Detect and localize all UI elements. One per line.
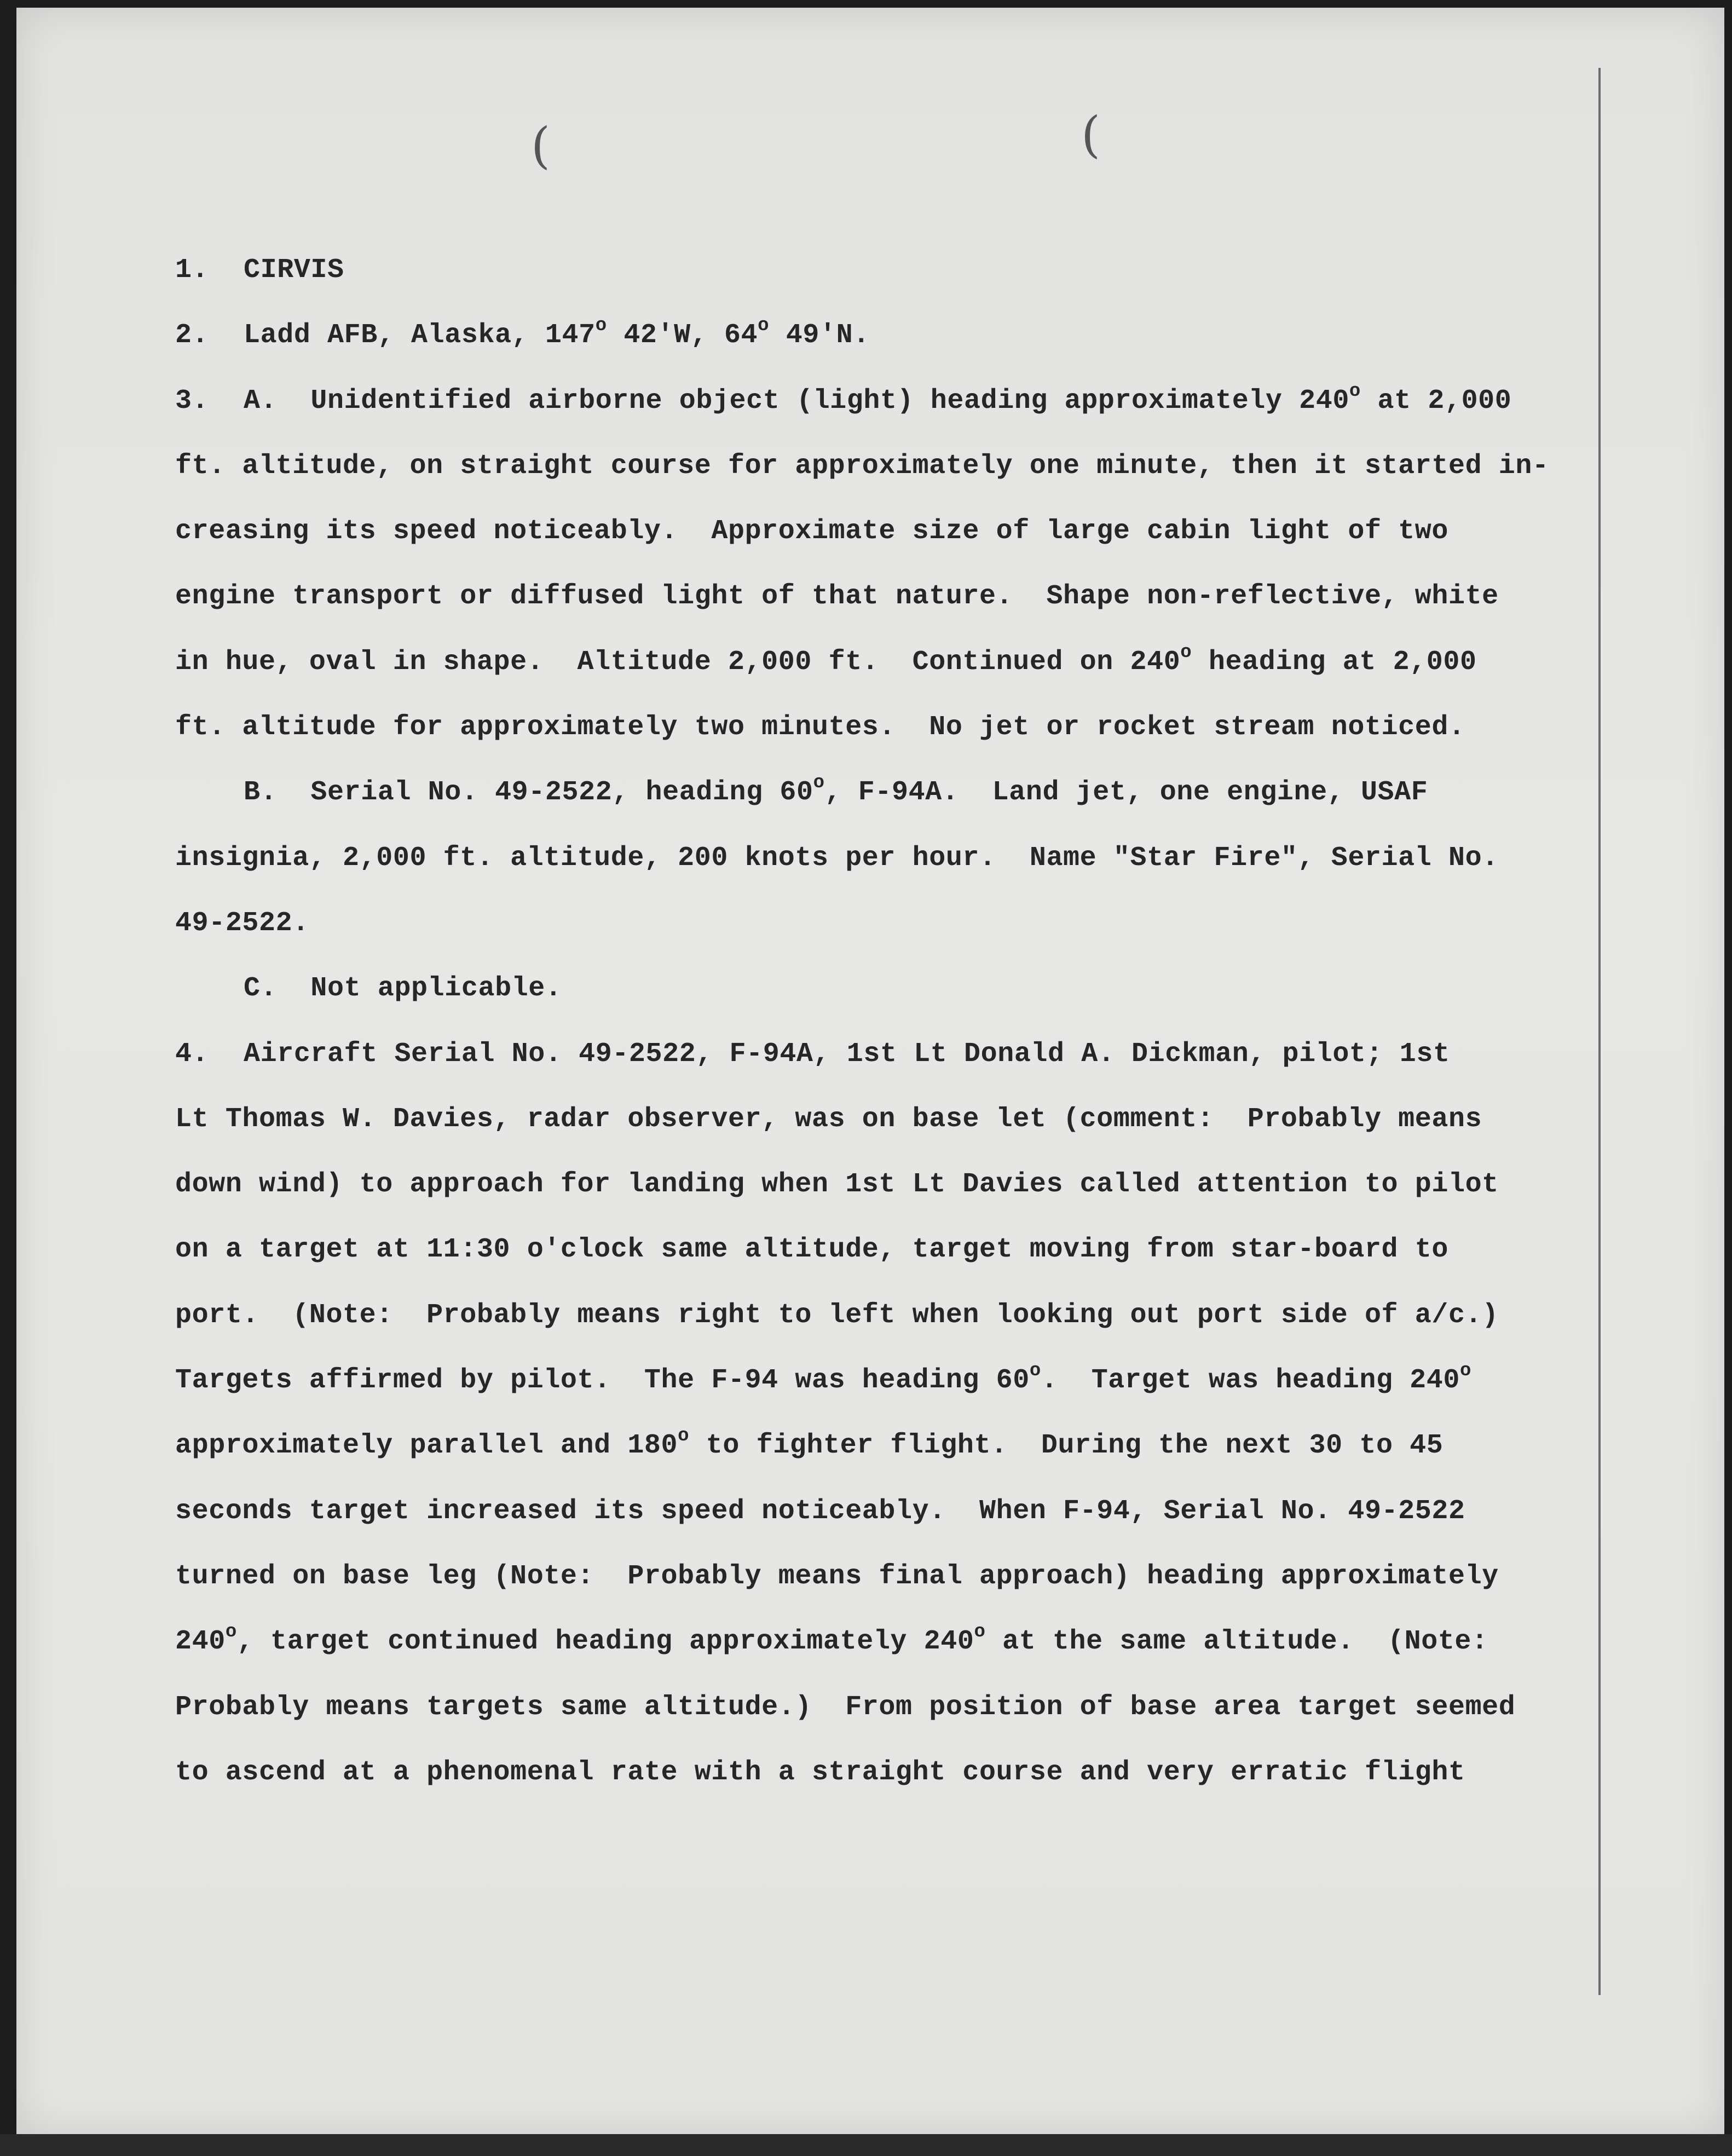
line-text: Probably means targets same altitude.) From position of base area target seemed [175,1691,1516,1723]
text-line [175,368,1577,434]
left-paren-mark: ( [531,117,551,175]
text-line [175,1479,1577,1544]
text-line [175,1152,1577,1217]
line-text: in hue, oval in shape. Altitude 2,000 ft. Continued on 240$^o$ heading at 2,000 [175,642,1477,678]
line-text: A. Unidentified airborne object (light) heading approximately 240$^o$ at 2,000 [244,381,1512,417]
line-text: seconds target increased its speed noticeably. When F-94, Serial No. 49-2522 [175,1495,1465,1527]
item-number: 2. [175,320,209,351]
line-text: on a target at 11:30 o'clock same altitude, target moving from star-board to [175,1234,1448,1266]
line-text: turned on base leg (Note: Probably means final approach) heading approximately [175,1560,1499,1592]
line-text: B. Serial No. 49-2522, heading 60$^o$, F-94A. Land jet, one engine, USAF [244,773,1428,809]
line-text: C. Not applicable. [244,973,562,1005]
text-line [175,434,1577,499]
text-line [175,760,1577,825]
line-text: insignia, 2,000 ft. altitude, 200 knots per hour. Name "Star Fire", Serial No. [175,842,1499,874]
right-paren-mark: ( [1081,106,1101,164]
line-text: engine transport or diffused light of that nature. Shape non-reflective, white [175,581,1499,613]
line-text: CIRVIS [244,255,344,286]
text-line [175,1022,1577,1087]
line-text: ft. altitude, on straight course for approximately one minute, then it started in- [175,450,1549,482]
text-line [175,1217,1577,1282]
text-line [175,1544,1577,1609]
text-line [175,1740,1577,1805]
text-line [175,1413,1577,1478]
text-line [175,956,1577,1021]
text-line [175,303,1577,368]
line-text: ft. altitude for approximately two minutes. No jet or rocket stream noticed. [175,712,1465,743]
text-line [175,630,1577,695]
line-text: down wind) to approach for landing when 1st Lt Davies called attention to pilot [175,1169,1499,1201]
text-line [175,695,1577,760]
line-text: Lt Thomas W. Davies, radar observer, was on base let (comment: Probably means [175,1103,1482,1135]
text-line [175,1087,1577,1152]
line-text: Ladd AFB, Alaska, 147$^o$ 42'W, 64$^o$ 49'N. [244,315,870,351]
text-line [175,238,1577,303]
document-body [175,238,1577,1805]
line-text: 240$^o$, target continued heading approximately 240$^o$ at the same altitude. (Note: [175,1622,1488,1658]
item-number: 4. [175,1038,209,1070]
line-text: Aircraft Serial No. 49-2522, F-94A, 1st Lt Donald A. Dickman, pilot; 1st [244,1038,1450,1070]
line-text: Targets affirmed by pilot. The F-94 was heading 60$^o$. Target was heading 240$^o$ [175,1361,1472,1397]
item-number: 3. [175,385,209,417]
text-line [175,1675,1577,1740]
line-text: port. (Note: Probably means right to left when looking out port side of a/c.) [175,1299,1499,1331]
line-text: approximately parallel and 180$^o$ to fighter flight. During the next 30 to 45 [175,1426,1444,1462]
line-text: to ascend at a phenomenal rate with a straight course and very erratic flight [175,1756,1465,1788]
scan-bottom-edge [0,2134,1732,2156]
text-line [175,1283,1577,1348]
text-line [175,499,1577,564]
line-text: 49-2522. [175,907,309,939]
page-edge-line [1598,68,1601,1995]
text-line [175,1348,1577,1413]
text-line [175,826,1577,891]
text-line [175,1609,1577,1674]
document-page [16,8,1724,2135]
item-number: 1. [175,255,209,286]
text-line [175,891,1577,956]
line-text: creasing its speed noticeably. Approximate size of large cabin light of two [175,516,1448,547]
text-line [175,564,1577,629]
